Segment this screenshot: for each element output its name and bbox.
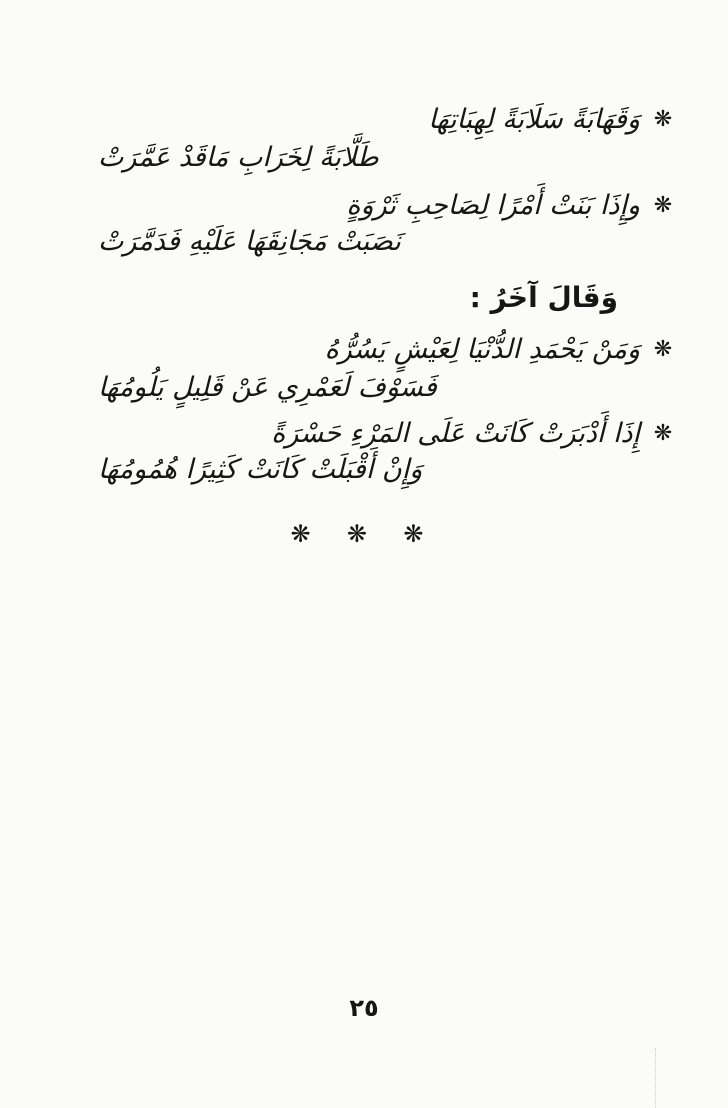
verse-bullet: ❋ [653, 337, 673, 362]
verse-bullet: ❋ [653, 107, 673, 132]
verse-2-second-hemistich: نَصَبَتْ مَجَانِقَهَا عَلَيْهِ فَدَمَّرَتْ [98, 226, 401, 257]
verse-3-first-hemistich: وَمَنْ يَحْمَدِ الدُّنْيَا لِعَيْشٍ يَسُرُّهُ [324, 334, 640, 365]
verse-bullet: ❋ [653, 193, 673, 218]
section-heading: وَقَالَ آخَرُ : [469, 281, 618, 314]
verse-1-second-hemistich: طَلَّابَةً لِخَرَابِ مَاقَدْ عَمَّرَتْ [98, 142, 379, 173]
verse-4-second-hemistich: وَإِنْ أَقْبَلَتْ كَانَتْ كَثِيرًا هُمُومُهَا [98, 454, 423, 485]
section-separator: ❋ ❋ ❋ [290, 520, 438, 548]
verse-1-first-hemistich: وَقَهَابَةً سَلَابَةً لِهِبَاتِهَا [428, 104, 640, 135]
page-number: ٢٥ [349, 994, 379, 1022]
scan-artifact [654, 1048, 656, 1108]
verse-bullet: ❋ [653, 421, 673, 446]
verse-2-first-hemistich: وإِذَا بَنَتْ أَمْرًا لِصَاحِبِ ثَرْوَةٍ [346, 190, 640, 221]
verse-4-first-hemistich: إِذَا أَدْبَرَتْ كَانَتْ عَلَى المَرْءِ حَسْرَةً [271, 418, 640, 449]
verse-3-second-hemistich: فَسَوْفَ لَعَمْرِي عَنْ قَلِيلٍ يَلُومُهَا [98, 372, 437, 403]
